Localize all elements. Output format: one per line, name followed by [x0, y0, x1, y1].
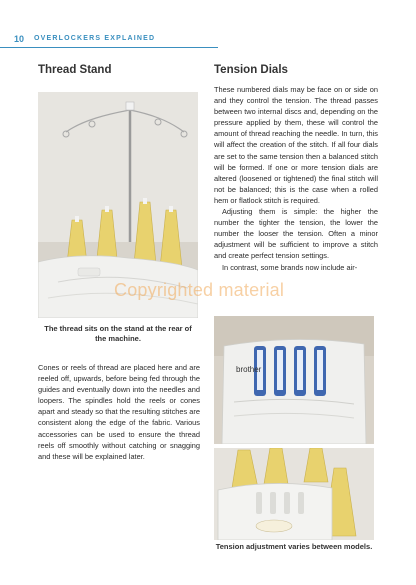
- tension-dials-body: [214, 84, 378, 273]
- running-title: OVERLOCKERS EXPLAINED: [34, 35, 156, 42]
- copyright-watermark: Copyrighted material: [114, 280, 285, 300]
- section-heading-thread-stand: Thread Stand: [38, 64, 112, 76]
- brother-brand-label: brother: [236, 365, 262, 374]
- thread-stand-body: Cones or reels of thread are placed here and are reeled off, upwards, before being fed through the guides and eventually down into the needles and loopers. The spindles hold the reels or cones apart and steady so that the resulting stitches are consistent along the edge of the fabric. Various accessories can be used to ensure the thread reels off smoothly without catching or snagging and these will be explained later.: [38, 363, 200, 461]
- tension-dials-photo-alt-model: [214, 448, 374, 540]
- tension-dials-caption: Tension adjustment varies between models.: [215, 542, 373, 551]
- section-heading-tension-dials: Tension Dials: [214, 64, 288, 76]
- header-rule: [0, 47, 218, 48]
- tension-dials-photo-brother: [214, 316, 374, 444]
- tension-paragraph-1: These numbered dials may be face on or side on and they control the tension. The thread passes between two internal discs and, depending on the pressure applied by them, these will control the amount of thread reaching the needle. In turn, this will affect the creation of the stitch. If all four dials are set to the same tension then a balanced stitch will be formed. If one or more tension dials are altered (loosened or tightened) the final stitch will not be balanced; this is the case when a rolled hem or flatlock stitch is required.: [214, 85, 378, 205]
- tension-paragraph-3: In contrast, some brands now include air-: [222, 262, 358, 272]
- page-number: 10: [14, 34, 25, 44]
- tension-paragraph-2: Adjusting them is simple: the higher the number the tighter the tension, the lower the number the looser the tension. Often a minor adjustment will be sufficient to improve a stitch and create perfect tension settings.: [214, 207, 378, 261]
- thread-stand-caption: The thread sits on the stand at the rear of the machine.: [44, 324, 192, 343]
